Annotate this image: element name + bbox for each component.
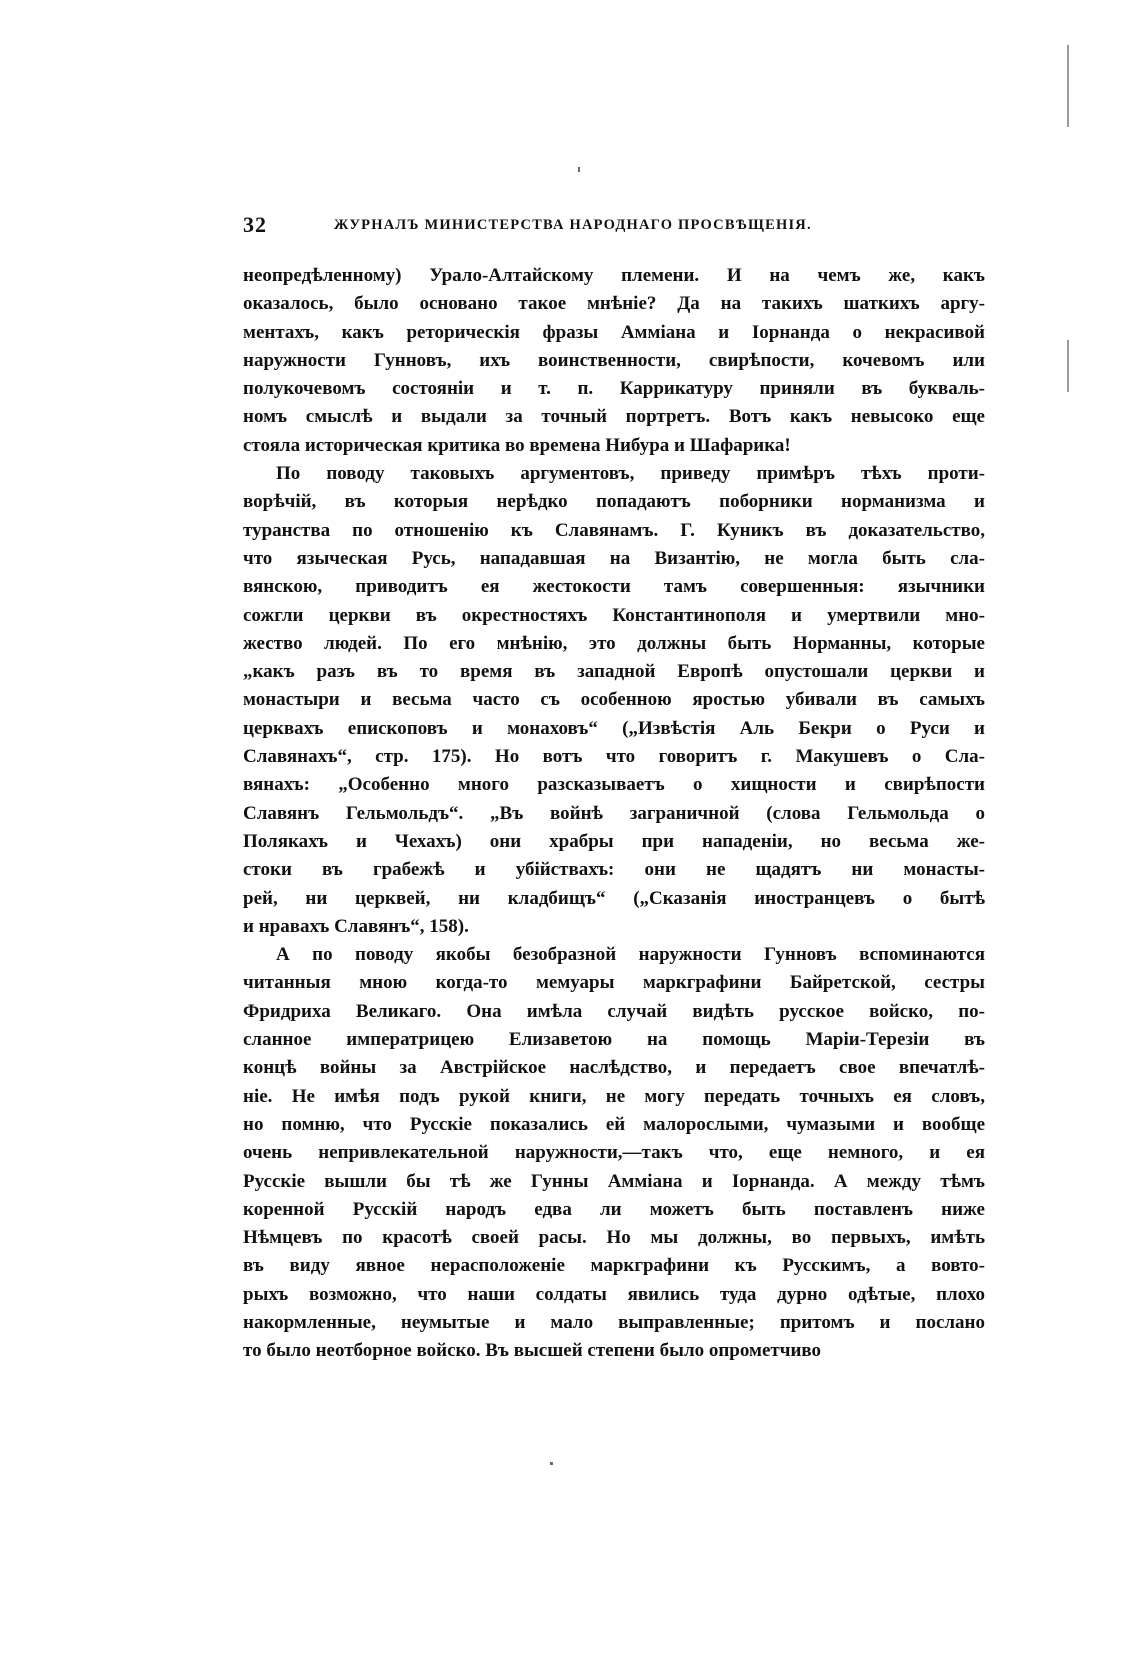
scan-speck-top <box>578 167 580 172</box>
text-line: ментахъ, какъ реторическія фразы Амміана и Іорнанда о некрасивой <box>243 321 985 343</box>
text-line: церквахъ епископовъ и монаховъ“ („Извѣстія Аль Бекри о Руси и <box>243 717 985 739</box>
text-line: рей, ни церквей, ни кладбищъ“ („Сказанія иностранцевъ о бытѣ <box>243 887 985 909</box>
text-line: сожгли церкви въ окрестностяхъ Константинополя и умертвили мно- <box>243 604 985 626</box>
text-line: монастыри и весьма часто съ особенною яростью убивали въ самыхъ <box>243 689 985 711</box>
page-header <box>243 212 883 242</box>
text-line: ніе. Не имѣя подъ рукой книги, не могу передать точныхъ ея словъ, <box>243 1085 985 1107</box>
body-text <box>243 262 985 1366</box>
text-line: рыхъ возможно, что наши солдаты явились туда дурно одѣтые, плохо <box>243 1283 985 1305</box>
text-line: концѣ войны за Австрійское наслѣдство, и передаетъ свое впечатлѣ- <box>243 1057 985 1079</box>
text-line: и нравахъ Славянъ“, 158). <box>243 915 469 937</box>
text-line: то было неотборное войско. Въ высшей степени было опрометчиво <box>243 1340 822 1362</box>
text-line: наружности Гунновъ, ихъ воинственности, свирѣпости, кочевомъ или <box>243 349 985 371</box>
text-line: жество людей. По его мнѣнію, это должны быть Норманны, которые <box>243 632 985 654</box>
text-line: Фридриха Великаго. Она имѣла случай видѣть русское войско, по- <box>243 1000 985 1022</box>
text-line: стояла историческая критика во времена Нибура и Шафарика! <box>243 434 791 456</box>
text-line: вянскою, приводитъ ея жестокости тамъ совершенныя: язычники <box>243 576 985 598</box>
text-line: полукочевомъ состояніи и т. п. Каррикатуру приняли въ букваль- <box>243 378 985 400</box>
text-line: накормленные, неумытые и мало выправленные; притомъ и послано <box>243 1311 985 1333</box>
text-line: коренной Русскій народъ едва ли можетъ быть поставленъ ниже <box>243 1198 985 1220</box>
scan-edge-line-middle <box>1067 340 1069 392</box>
paragraph-2 <box>243 460 985 941</box>
text-line: Полякахъ и Чехахъ) они храбры при нападеніи, но весьма же- <box>243 830 985 852</box>
running-title: ЖУРНАЛЪ МИНИСТЕРСТВА НАРОДНАГО ПРОСВѢЩЕНІЯ. <box>334 217 812 233</box>
text-line: оказалось, было основано такое мнѣніе? Да на такихъ шаткихъ аргу- <box>243 293 985 315</box>
text-line: туранства по отношенію къ Славянамъ. Г. Куникъ въ доказательство, <box>243 519 985 541</box>
text-line: ворѣчій, въ которыя нерѣдко попадаютъ поборники норманизма и <box>243 491 985 513</box>
text-line: „какъ разъ въ то время въ западной Европѣ опустошали церкви и <box>243 661 985 683</box>
scan-speck-bottom <box>550 1462 553 1465</box>
text-line: неопредѣленному) Урало-Алтайскому племени. И на чемъ же, какъ <box>243 265 985 286</box>
text-line: очень непривлекательной наружности,—такъ что, еще немного, и ея <box>243 1142 985 1164</box>
text-line: Славянъ Гельмольдъ“. „Въ войнѣ заграничной (слова Гельмольда о <box>243 802 985 824</box>
text-line: но помню, что Русскіе показались ей малорослыми, чумазыми и вообще <box>243 1113 985 1135</box>
text-line: читанныя мною когда-то мемуары маркграфини Байретской, сестры <box>243 972 985 994</box>
text-line: А по поводу якобы безобразной наружности Гунновъ вспоминаются <box>276 944 985 966</box>
text-line: въ виду явное нерасположеніе маркграфини къ Русскимъ, а вовто- <box>243 1255 985 1277</box>
text-line: Нѣмцевъ по красотѣ своей расы. Но мы должны, во первыхъ, имѣть <box>243 1227 985 1249</box>
text-line: Русскіе вышли бы тѣ же Гунны Амміана и Іорнанда. А между тѣмъ <box>243 1170 985 1192</box>
page-number: 32 <box>243 212 267 237</box>
text-line: Славянахъ“, стр. 175). Но вотъ что говоритъ г. Макушевъ о Сла- <box>243 746 985 768</box>
paragraph-1 <box>243 262 985 460</box>
text-line: стоки въ грабежѣ и убійствахъ: они не щадятъ ни монасты- <box>243 859 985 881</box>
text-line: сланное императрицею Елизаветою на помощь Маріи-Терезіи въ <box>243 1029 985 1051</box>
text-line: вянахъ: „Особенно много разсказываетъ о хищности и свирѣпости <box>243 774 985 796</box>
text-line: что языческая Русь, нападавшая на Византію, не могла быть сла- <box>243 547 985 569</box>
text-line: По поводу таковыхъ аргументовъ, приведу примѣръ тѣхъ проти- <box>276 463 985 485</box>
scan-edge-line-top <box>1067 45 1069 127</box>
paragraph-3 <box>243 941 985 1365</box>
text-line: номъ смыслѣ и выдали за точный портретъ. Вотъ какъ невысоко еще <box>243 406 985 428</box>
